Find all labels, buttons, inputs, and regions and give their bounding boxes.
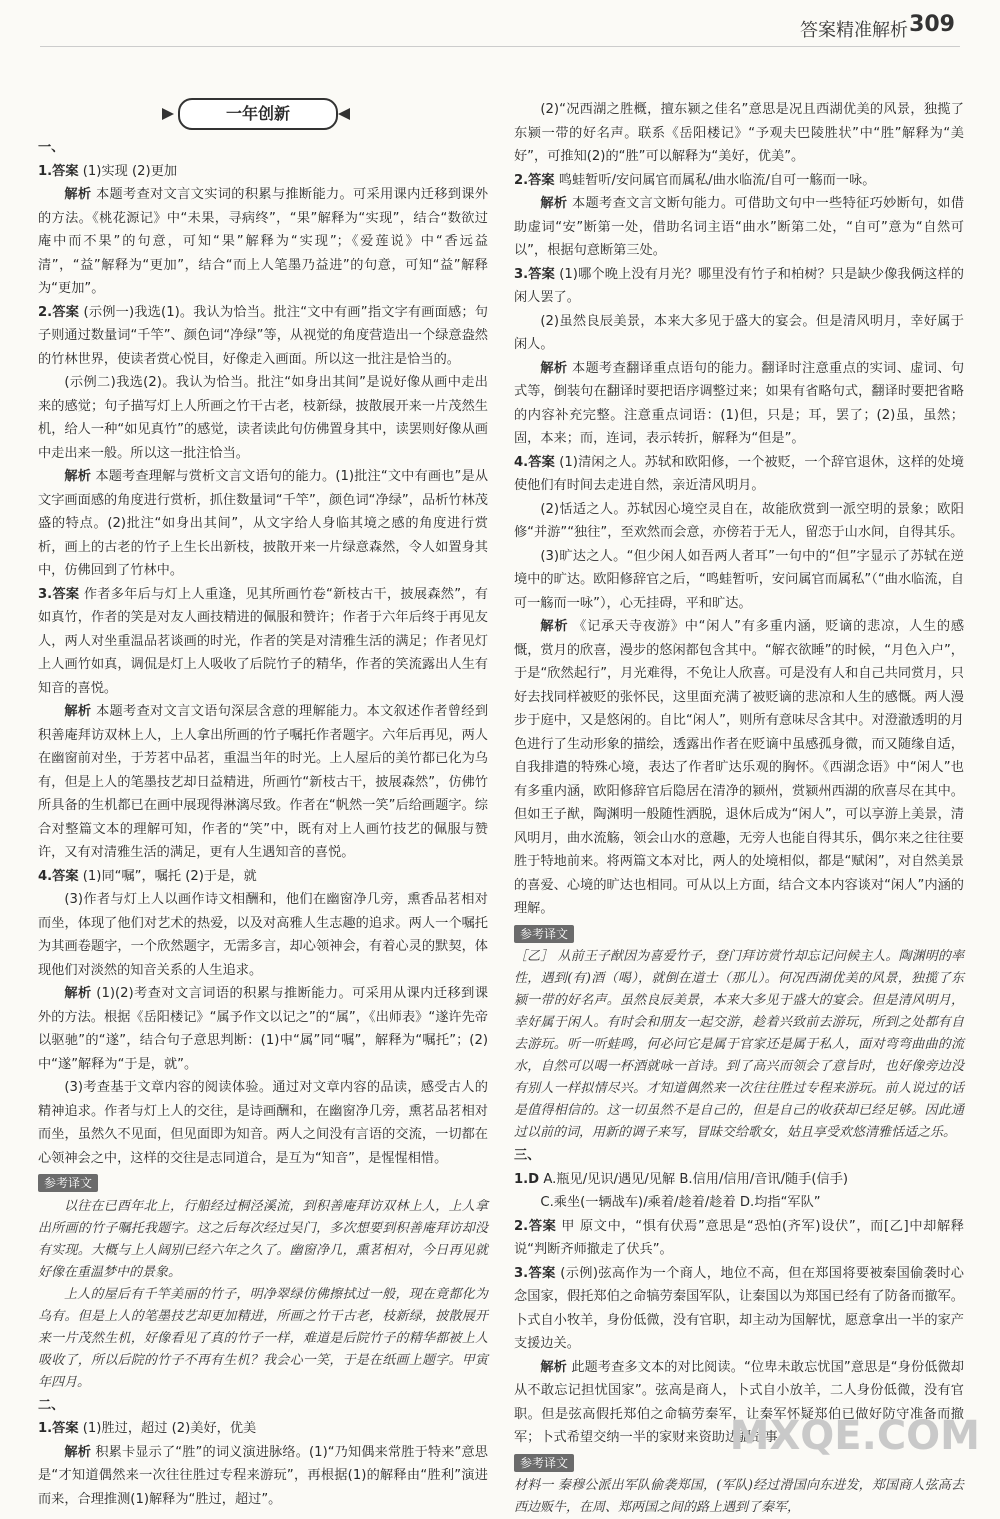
answer-item: 4.答案 (1)同“嘱”，嘱托 (2)于是，就: [38, 868, 257, 884]
reference-translation-tag: 参考译文: [514, 1454, 574, 1472]
answer-item: 3.答案 作者多年后与灯上人重逢，见其所画竹卷“新枝古干，披展森然”，有如真竹，作者的笑是对友人画技精进的佩服和赞许；作者于六年后终于再见友人，两人对坐重温品茗谈画的时光，作者的笑是对清雅生活的满足；作者见灯上人画竹如真，调侃是灯上人吸收了后院竹子的精华，作者的笑流露出人生有知音的喜悦。: [38, 586, 488, 696]
analysis-part: (3)考查基于文章内容的阅读体验。通过对文章内容的品读，感受古人的精神追求。作者与灯上人的交往，是诗画酬和，在幽窗净几旁，熏茗品茗相对而坐，虽然久不见面，但见面即为知音。两人之间没有言语的交流，一切都在心领神会之中，这样的交往是志同道合，是互为“知音”，是惺惺相惜。: [38, 1080, 488, 1166]
section-banner: [156, 98, 356, 128]
header-divider: [40, 46, 960, 47]
translation-paragraph: 上人的屋后有千竿美丽的竹子，明净翠绿仿佛擦拭过一般，现在竟都化为乌有。但是上人的笔墨技艺却更加精进，所画之竹干古老，枝新绿，披散展开来一片茂然生机，好像看见了真的竹子一样，难道是后院竹子的精华都被上人吸收了，所以后院的竹子不再有生机？我会心一笑，于是在纸画上题字。甲寅年四月。: [38, 1286, 488, 1390]
answer-example: (示例二)我选(2)。我认为恰当。批注“如身出其间”是说好像从画中走出来的感觉；句子描写灯上人所画之竹干古老，枝新绿，披散展开来一片茂然生机，给人一种“如见真竹”的感觉，读者读此句仿佛置身其中，读罢则好像从画中走出来一般。所以这一批注恰当。: [38, 375, 488, 461]
answer-part: (2)虽然良辰美景，本来大多见于盛大的宴会。但是清风明月，幸好属于闲人。: [514, 313, 964, 352]
answer-part: (3)旷达之人。“但少闲人如吾两人者耳”一句中的“但”字显示了苏轼在逆境中的旷达。欧阳修辞官之后，“鸣蛙暂听，安问属官而属私”（“曲水临流，自可一觞而一咏”），心无挂碍，平和旷达。: [514, 548, 964, 611]
analysis-part: (2)“况西湖之胜概，擅东颍之佳名”意思是况且西湖优美的风景，独揽了东颍一带的好名声。联系《岳阳楼记》“予观夫巴陵胜状”中“胜”解释为“美好”，可推知(2)的“胜”可以解释为“美好，优美”。: [514, 102, 964, 164]
answer-item: 3.答案 (1)哪个晚上没有月光？哪里没有竹子和柏树？只是缺少像我俩这样的闲人罢了。: [514, 266, 964, 305]
answer-item: 2.答案 (示例一)我选(1)。我认为恰当。批注“文中有画”指文字有画面感；句子则通过数量词“千竿”、颜色词“净绿”等，从视觉的角度营造出一个绿意盎然的竹林世界，使读者赏心悦目，好像走入画面。所以这一批注是恰当的。: [38, 304, 488, 367]
header-title: 答案精准解析: [800, 20, 908, 41]
answer-part: (3)作者与灯上人以画作诗文相酬和，他们在幽窗净几旁，熏香品茗相对而坐，体现了他们对艺术的热爱，以及对高雅人生志趣的追求。两人一个嘱托为其画卷题字，一个欣然题字，无需多言，却心领神会，有着心灵的默契，体现他们对淡然的知音关系的人生追求。: [38, 892, 488, 978]
answer-item: 1.D A.瓶见/见识/遇见/见解 B.信用/信用/音讯/随手(信手): [514, 1171, 849, 1187]
right-column: [514, 98, 964, 1519]
answer-item: 2.答案 甲 原文中，“惧有伏焉”意思是“恐怕(齐军)设伏”，而[乙]中却解释说“判断齐师撤走了伏兵”。: [514, 1218, 964, 1257]
page-header: [0, 0, 1000, 96]
banner-left-arrow-icon: [162, 108, 174, 120]
analysis-item: 解析 (1)(2)考查对文言词语的积累与推断能力。可采用从课内迁移到课外的方法。根据《岳阳楼记》“属予作文以记之”的“属”，《出师表》“遂许先帝以驱驰”的“遂”，结合句子意思判断：(1)中“属”同“嘱”，解释为“嘱托”；(2)中“遂”解释为“于是，就”。: [38, 986, 489, 1072]
analysis-item: 解析 本题考查理解与赏析文言文语句的能力。(1)批注“文中有画也”是从文字画面感的角度进行赏析，抓住数量词“千竿”，颜色词“净绿”，品析竹林茂盛的特点。(2)批注“如身出其间”，从文字给人身临其境之感的角度进行赏析，画上的古老的竹子上生长出新枝，披散开来一片绿意森然，令人如置身其中，仿佛回到了竹林中。: [38, 469, 489, 578]
section-heading: 二、: [38, 1397, 65, 1413]
banner-right-arrow-icon: [338, 108, 350, 120]
section-heading: 一、: [38, 140, 65, 155]
reference-translation-tag: 参考译文: [38, 1174, 98, 1192]
answer-part: C.乘坐(一辆战车)/乘着/趁着/趁着 D.均指“军队”: [540, 1195, 821, 1210]
answer-item: 4.答案 (1)清闲之人。苏轼和欧阳修，一个被贬，一个辞官退休，这样的处境使他们有时间去走进自然，亲近清风明月。: [514, 454, 964, 493]
analysis-item: 解析 《记承天寺夜游》中“闲人”有多重内涵，贬谪的悲凉，人生的感慨，赏月的欣喜，漫步的悠闲都包含其中。“解衣欲睡”的时候，“月色入户”，于是“欣然起行”，月光难得，不免让人欣喜。可是没有人和自己共同赏月，只好去找同样被贬的张怀民，这里面充满了被贬谪的悲凉和人生的感慨。两人漫步于庭中，又是悠闲的。自比“闲人”，则所有意味尽含其中。对澄澈透明的月色进行了生动形象的描绘，透露出作者在贬谪中虽感孤身微，而又随缘自适，自我排遣的特殊心境，表达了作者旷达乐观的胸怀。《西湖念语》中“闲人”也有多重内涵，欧阳修辞官后隐居在清净的颍州，赏颍州西湖的欣喜尽在其中。但如王子猷，陶渊明一般随性洒脱，退休后成为“闲人”，可以享游上美景，清风明月，曲水流觞，领会山水的意趣，无旁人也能自得其乐，偶尔来之往往要胜于特地前来。将两篇文本对比，两人的处境相似，都是“赋闲”，对自然美景的喜爱、心境的旷达也相同。可从以上方面，结合文本内容谈对“闲人”内涵的理解。: [514, 619, 965, 916]
answer-item: 1.答案 (1)胜过，超过 (2)美好，优美: [38, 1421, 257, 1436]
translation-paragraph: ［乙］ 从前王子猷因为喜爱竹子，登门拜访赏竹却忘记问候主人。陶渊明的率性，遇到(有)酒（喝），就倒在道士（那儿）。何况西湖优美的风景，独揽了东颍一带的好名声。虽然良辰美景，本来大多见于盛大的宴会。但是清风明月，幸好属于闲人。有时会和朋友一起交游，趁着兴致前去游玩，所到之处都有自去游玩。听一听蛙鸣，何必问它是属于官家还是属于私人，面对弯弯曲曲的流水，自然可以喝一杯酒就咏一首诗。到了高兴而领会了意旨时，也好像旁边没有别人一样拟情尽兴。才知道偶然来一次往往胜过专程来游玩。前人说过的话是值得相信的。这一切虽然不是自己的，但是自己的收获却已经足够。因此通过以前的词，用新的调子来写，冒昧交给歌女，姑且享受欢悠清雅恬适之乐。: [514, 949, 964, 1140]
answer-item: 1.答案 (1)实现 (2)更加: [38, 163, 178, 179]
analysis-item: 解析 本题考查翻译重点语句的能力。翻译时注意重点的实词、虚词、句式等，倒装句在翻译时要把语序调整过来；如果有省略句式，翻译时要把省略的内容补充完整。注意重点词语：(1)但，只是；耳，罢了；(2)虽，虽然；固，本来；而，连词，表示转折，解释为“但是”。: [514, 360, 965, 446]
analysis-item: 解析 积累卡显示了“胜”的词义演进脉络。(1)“乃知偶来常胜于特来”意思是“才知道偶然来一次往往胜过专程来游玩”，再根据(1)的解释由“胜利”演进而来，合理推测(1)解释为“胜过，超过”。: [38, 1444, 488, 1507]
page-number: 309: [909, 12, 955, 37]
analysis-item: 解析 本题考查对文言文语句深层含意的理解能力。本文叙述作者曾经到积善庵拜访双林上人，上人拿出所画的竹子嘱托作者题字。六年后再见，两人在幽窗前对坐，于芳茗中品茗，重温当年的时光。上人屋后的美竹都已化为乌有，但是上人的笔墨技艺却日益精进，所画竹“新枝古干，披展森然”，仿佛竹所具备的生机都已在画中展现得淋漓尽致。作者在“帆然一笑”后给画题字。综合对整篇文本的理解可知，作者的“笑”中，既有对上人画竹技艺的佩服与赞许，又有对清雅生活的满足，更有人生遇知音的喜悦。: [38, 704, 489, 860]
banner-title: 一年创新: [178, 98, 338, 130]
answer-part: (2)恬适之人。苏轼因心境空灵自在，故能欣赏到一派空明的景象；欧阳修“并游”“独往”，至欢然而会意，亦傍若于无人，留恋于山水间，自得其乐。: [514, 501, 964, 540]
analysis-item: 解析 本题考查文言文断句能力。可借助文句中一些特征巧妙断句，如借助虚词“安”断第一处，借助名词主语“曲水”断第二处，“自可”意为“自然可以”，根据句意断第三处。: [514, 196, 965, 258]
translation-paragraph: 以往在已酉年北上，行船经过桐泾溪流，到积善庵拜访双林上人，上人拿出所画的竹子嘱托我题字。这之后每次经过吴门，多次想要到积善庵拜访却没有实现。大概与上人阔别已经六年之久了。幽窗净几，熏茗相对，今日再见就好像在重温梦中的景象。: [38, 1198, 488, 1280]
answer-item: 3.答案 (示例)弦高作为一个商人，地位不高，但在郑国将要被秦国偷袭时心念国家，假托郑伯之命犒劳秦国军队，让秦国以为郑国已经有了防备而撤军。卜式自小牧羊，身份低微，没有官职，却主动为国解忧，愿意拿出一半的家产支援边关。: [514, 1265, 964, 1351]
reference-translation-tag: 参考译文: [514, 925, 574, 943]
translation-paragraph: 材料一 秦穆公派出军队偷袭郑国，(军队)经过滑国向东进发，郑国商人弦高去西边贩牛，在周、郑两国之间的路上遇到了秦军，: [514, 1478, 964, 1515]
left-column: [38, 98, 488, 1511]
analysis-item: 解析 本题考查对文言文实词的积累与推断能力。可采用课内迁移到课外的方法。《桃花源记》中“未果，寻病终”，“果”解释为“实现”，结合“数欲过庵中而不果”的句意，可知“果”解释为“实现”；《爱莲说》中“香远益清”，“益”解释为“更加”，结合“而上人笔墨乃益进”的句意，可知“益”解释为“更加”。: [38, 187, 489, 296]
answer-item: 2.答案 鸣蛙暂听/安问属官而属私/曲水临流/自可一觞而一咏。: [514, 172, 876, 188]
section-heading: 三、: [514, 1148, 541, 1163]
watermark-logo: MXQE.COM: [729, 1413, 980, 1459]
analysis-item: 解析 此题考查多文本的对比阅读。“位卑未敢忘忧国”意思是“身份低微却从不敢忘记担忧国家”。弦高是商人，卜式自小放羊，二人身份低微，没有官职。但是弦高假托郑伯之命犒劳秦军，让秦军怀疑郑伯已做好防守准备而撤军；卜式希望交纳一半的家财来资助边疆战事。: [514, 1359, 964, 1445]
